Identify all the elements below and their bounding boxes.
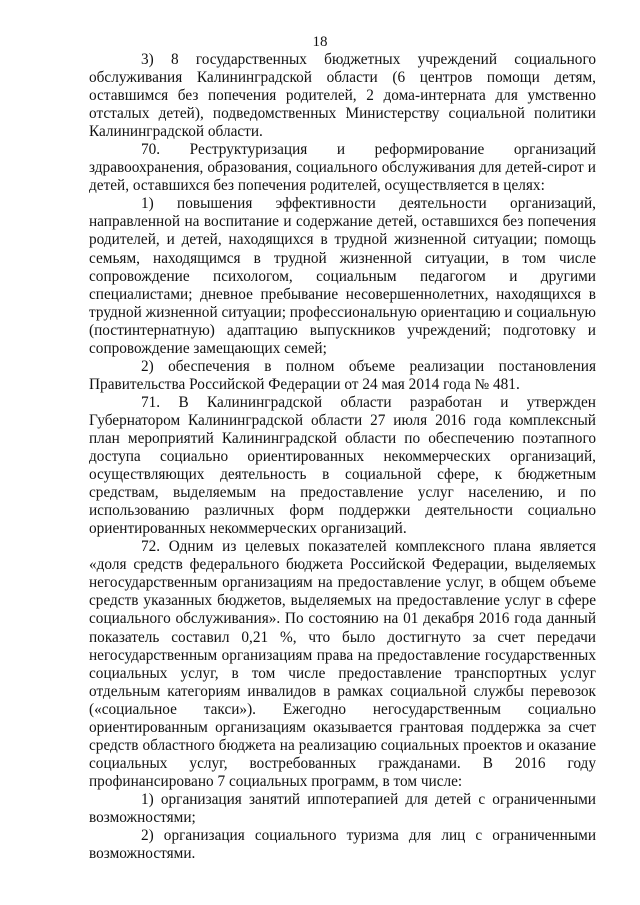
page-number: 18	[312, 34, 328, 50]
paragraph-70-item-1: 1) повышения эффективности деятельности организаций, направленной на воспитание и содержание детей, оставшихся без попечения родителей, и детей, находящихся в трудной жизненной ситуации; помощь семьям, находящимся в трудной жизненной ситуации, в том числе сопровождение психологом, социальным педагогом и другими специалистами; дневное пребывание несовершеннолетних, находящихся в трудной жизненной ситуации; профессиональную ориентацию и социальную (постинтернатную) адаптацию выпускников учреждений; подготовку и сопровождение замещающих семей;	[89, 195, 596, 357]
paragraph-70: 70. Реструктуризация и реформирование организаций здравоохранения, образования, социального обслуживания для детей-сирот и детей, оставшихся без попечения родителей, осуществляется в целях:	[89, 141, 596, 195]
paragraph-71: 71. В Калининградской области разработан и утвержден Губернатором Калининградской области 27 июля 2016 года комплексный план мероприятий Калининградской области по обеспечению поэтапного доступа социально ориентированных некоммерческих организаций, осуществляющих деятельность в социальной сфере, к бюджетным средствам, выделяемым на предоставление услуг населению, и по использованию различных форм поддержки деятельности социально ориентированных некоммерческих организаций.	[89, 393, 596, 538]
paragraph-72-item-1: 1) организация занятий иппотерапией для детей с ограниченными возможностями;	[89, 790, 596, 826]
paragraph-72: 72. Одним из целевых показателей комплексного плана является «доля средств федерального бюджета Российской Федерации, выделяемых негосударственным организациям на предоставление услуг, в общем объеме средств указанных бюджетов, выделяемых на предоставление услуг в сфере социального обслуживания». По состоянию на 01 декабря 2016 года данный показатель составил 0,21 %, что было достигнуто за счет передачи негосударственным организациям права на предоставление государственных социальных услуг, в том числе предоставление транспортных услуг отдельным категориям инвалидов в рамках социальной службы перевозок («социальное такси»). Ежегодно негосударственным социально ориентированным организациям оказывается грантовая поддержка за счет средств областного бюджета на реализацию социальных проектов и оказание социальных услуг, востребованных гражданами. В 2016 году профинансировано 7 социальных программ, в том числе:	[89, 538, 596, 790]
paragraph-item-3: 3) 8 государственных бюджетных учреждений социального обслуживания Калининградской области (6 центров помощи детям, оставшимся без попечения родителей, 2 дома-интерната для умственно отсталых детей), подведомственных Министерству социальной политики Калининградской области.	[89, 51, 596, 141]
document-body	[89, 51, 596, 863]
paragraph-70-item-2: 2) обеспечения в полном объеме реализации постановления Правительства Российской Федерации от 24 мая 2014 года № 481.	[89, 357, 596, 393]
paragraph-72-item-2: 2) организация социального туризма для лиц с ограниченными возможностями.	[89, 827, 596, 863]
